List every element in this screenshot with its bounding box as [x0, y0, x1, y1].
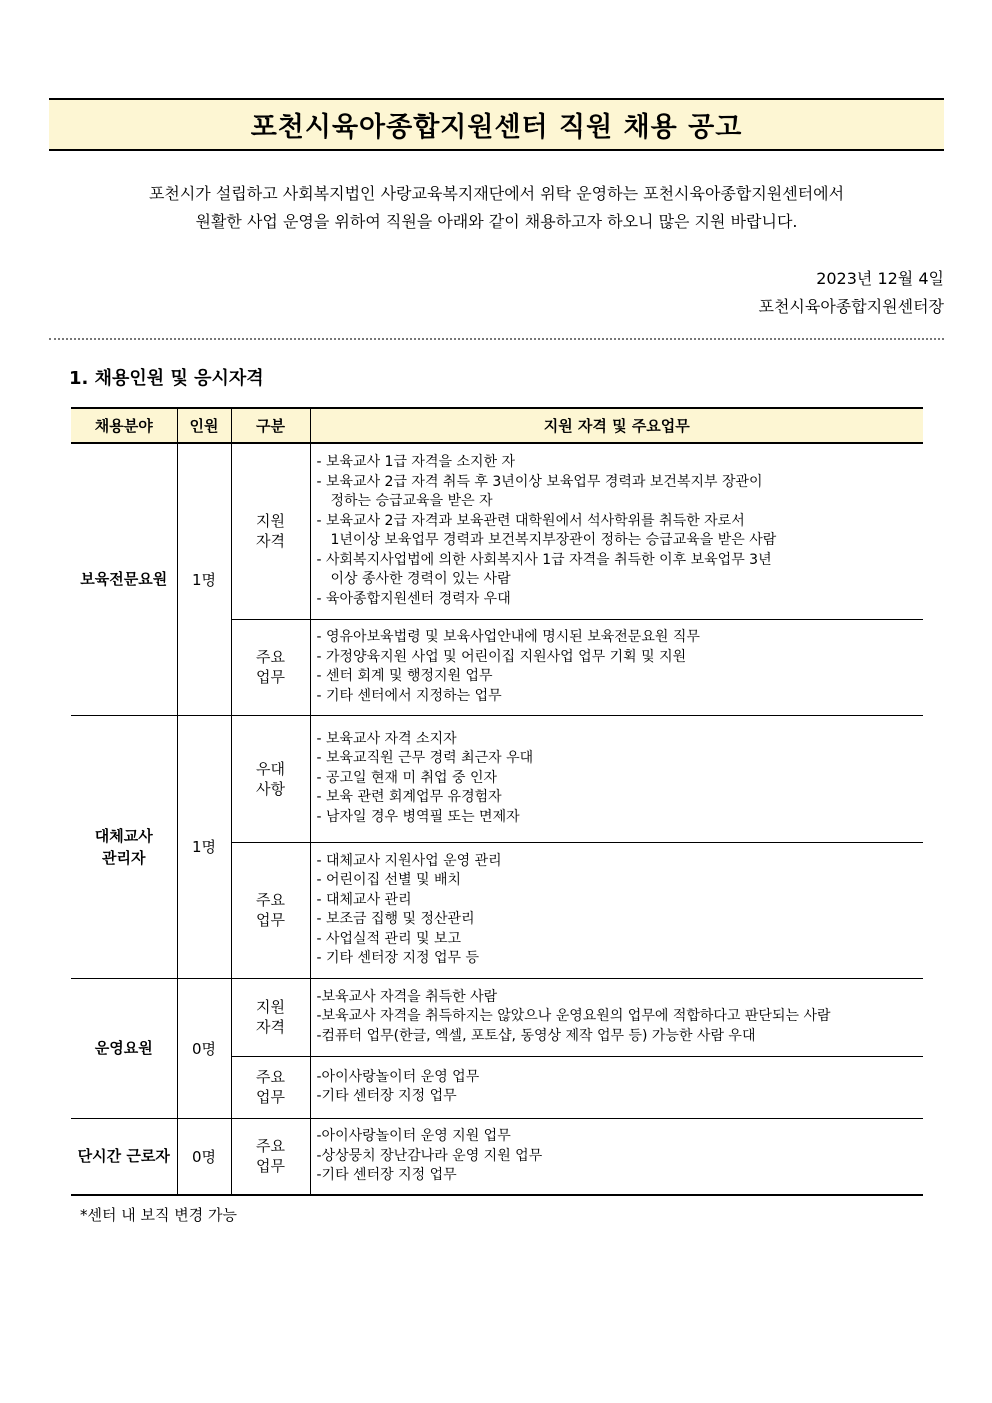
category-label: 업무	[256, 1157, 285, 1176]
field-name: 보육전문요원	[80, 570, 168, 589]
headcount-cell: 0명	[177, 1118, 231, 1195]
detail-line: - 기타 센터장 지정 업무 등	[316, 950, 480, 966]
signer: 포천시육아종합지원센터장	[758, 297, 944, 316]
detail-line: -보육교사 자격을 취득하지는 않았으나 운영요원의 업무에 적합하다고 판단되는 사람	[316, 1008, 831, 1025]
table-row	[71, 715, 923, 842]
details-cell	[310, 1056, 923, 1118]
category-label: 주요	[256, 1068, 285, 1086]
intro-paragraph	[49, 180, 944, 236]
field-name: 단시간 근로자	[77, 1147, 170, 1166]
category-label: 사항	[256, 779, 285, 798]
detail-line: - 영유아보육법령 및 보육사업안내에 명시된 보육전문요원 직무	[316, 629, 700, 645]
details-cell	[310, 842, 923, 978]
field-name: 관리자	[102, 848, 146, 867]
announcement-date: 2023년 12월 4일	[816, 269, 944, 288]
category-label: 자격	[256, 1018, 285, 1036]
detail-line: -보육교사 자격을 취득한 사람	[316, 988, 498, 1005]
table-row	[71, 443, 923, 619]
headcount-cell: 1명	[177, 715, 231, 978]
detail-line: - 대체교사 지원사업 운영 관리	[316, 852, 502, 869]
detail-line: - 보육교사 2급 자격과 보육관련 대학원에서 석사학위를 취득한 자로서	[316, 512, 745, 529]
detail-line: -아이사랑놀이터 운영 업무	[316, 1068, 480, 1085]
detail-line: - 센터 회계 및 행정지원 업무	[316, 668, 493, 684]
field-cell	[71, 978, 177, 1118]
category-cell	[231, 1056, 310, 1118]
header-count: 인원	[177, 408, 231, 443]
category-label: 지원	[256, 512, 285, 531]
header-field: 채용분야	[71, 408, 177, 443]
headcount-cell: 1명	[177, 443, 231, 715]
details-cell	[310, 1118, 923, 1195]
category-cell	[231, 1118, 310, 1195]
field-cell	[71, 715, 177, 978]
detail-line: - 보육교사 2급 자격 취득 후 3년이상 보육업무 경력과 보건복지부 장관이	[316, 473, 763, 490]
category-label: 지원	[256, 998, 285, 1016]
detail-line: - 기타 센터에서 지정하는 업무	[316, 687, 502, 704]
category-label: 주요	[256, 891, 285, 909]
category-cell	[231, 619, 310, 715]
header-category: 구분	[231, 408, 310, 443]
detail-line: - 육아종합지원센터 경력자 우대	[316, 590, 511, 607]
field-cell	[71, 443, 177, 715]
category-label: 주요	[256, 648, 285, 666]
table-row	[71, 978, 923, 1056]
category-cell	[231, 978, 310, 1056]
detail-line: - 사업실적 관리 및 보고	[316, 930, 462, 947]
field-name: 대체교사	[94, 826, 153, 845]
category-label: 업무	[256, 668, 285, 686]
category-label: 우대	[256, 759, 285, 778]
table-header-row	[71, 408, 923, 443]
detail-line: - 보육교직원 근무 경력 최근자 우대	[316, 750, 534, 767]
category-label: 업무	[256, 1088, 285, 1106]
title-box	[49, 98, 944, 151]
details-cell	[310, 978, 923, 1056]
detail-line: 이상 종사한 경력이 있는 사람	[330, 571, 511, 588]
table-row	[71, 1118, 923, 1195]
detail-line: - 어린이집 선별 및 배치	[316, 872, 462, 888]
detail-line: -상상뭉치 장난감나라 운영 지원 업무	[316, 1147, 543, 1164]
detail-line: -컴퓨터 업무(한글, 엑셀, 포토샵, 동영상 제작 업무 등) 가능한 사람 우대	[316, 1027, 756, 1044]
headcount-cell: 0명	[177, 978, 231, 1118]
category-cell	[231, 715, 310, 842]
details-cell	[310, 619, 923, 715]
detail-line: -기타 센터장 지정 업무	[316, 1088, 457, 1104]
detail-line: - 보육 관련 회계업무 유경험자	[316, 789, 502, 806]
recruitment-table	[71, 407, 923, 1196]
field-name: 운영요원	[94, 1039, 153, 1057]
intro-line-2: 원활한 사업 운영을 위하여 직원을 아래와 같이 채용하고자 하오니 많은 지원 바랍니다.	[195, 212, 798, 231]
field-cell	[71, 1118, 177, 1195]
category-label: 자격	[256, 532, 285, 551]
detail-line: - 공고일 현재 미 취업 중 인자	[316, 769, 498, 786]
footnote: *센터 내 보직 변경 가능	[80, 1206, 237, 1224]
detail-line: 정하는 승급교육을 받은 자	[330, 493, 493, 510]
dotted-divider	[49, 338, 944, 340]
detail-line: 1년이상 보육업무 경력과 보건복지부장관이 정하는 승급교육을 받은 사람	[330, 532, 777, 549]
details-cell	[310, 443, 923, 619]
detail-line: - 대체교사 관리	[316, 891, 412, 908]
intro-line-1: 포천시가 설립하고 사회복지법인 사랑교육복지재단에서 위탁 운영하는 포천시육아종합지원센터에서	[148, 184, 845, 203]
detail-line: - 남자일 경우 병역필 또는 면제자	[316, 808, 520, 825]
detail-line: -아이사랑놀이터 운영 지원 업무	[316, 1128, 511, 1144]
detail-line: - 보육교사 1급 자격을 소지한 자	[316, 454, 515, 471]
detail-line: - 보육교사 자격 소지자	[316, 730, 457, 747]
category-cell	[231, 842, 310, 978]
section-title: 1. 채용인원 및 응시자격	[69, 368, 264, 389]
detail-line: - 가정양육지원 사업 및 어린이집 지원사업 업무 기획 및 지원	[316, 648, 687, 665]
category-label: 주요	[256, 1137, 285, 1156]
detail-line: - 보조금 집행 및 정산관리	[316, 911, 475, 927]
category-label: 업무	[256, 911, 285, 929]
detail-line: - 사회복지사업법에 의한 사회복지사 1급 자격을 취득한 이후 보육업무 3년	[316, 551, 772, 568]
detail-line: -기타 센터장 지정 업무	[316, 1167, 457, 1183]
details-cell	[310, 715, 923, 842]
page-title: 포천시육아종합지원센터 직원 채용 공고	[250, 112, 743, 143]
header-details: 지원 자격 및 주요업무	[310, 408, 923, 443]
category-cell	[231, 443, 310, 619]
